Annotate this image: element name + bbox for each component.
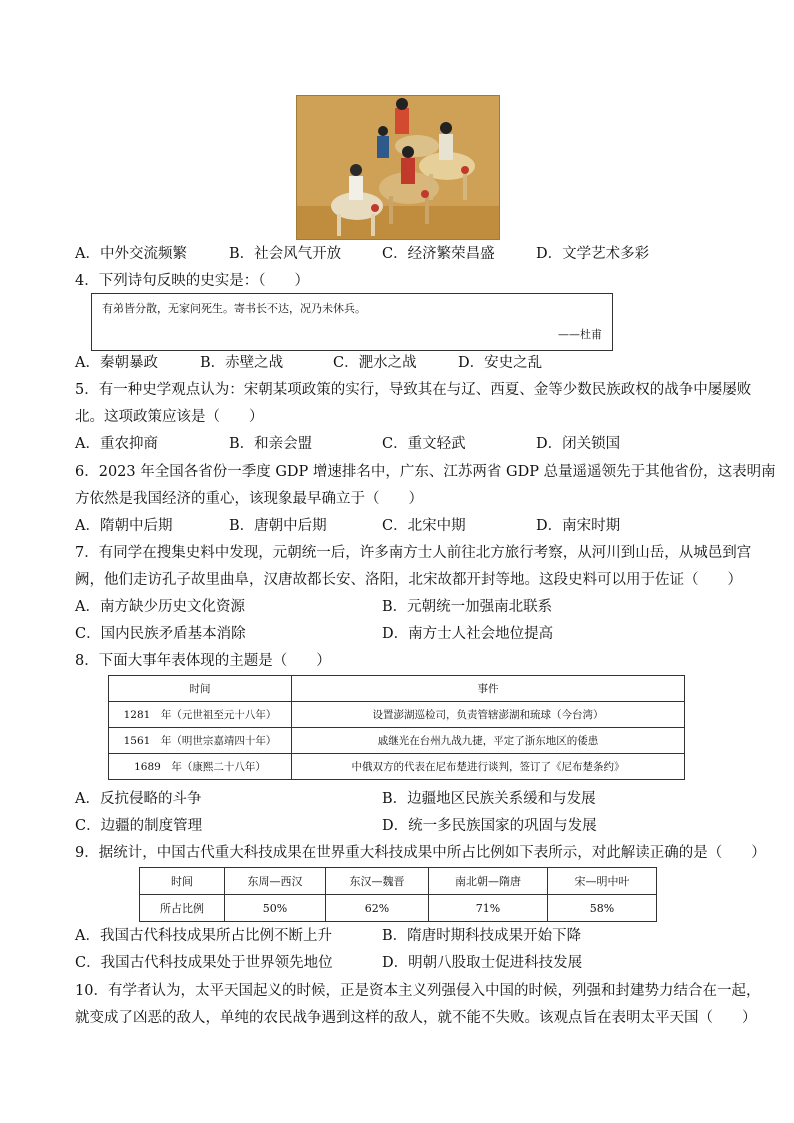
event-time: 1561 年（明世宗嘉靖四十年） bbox=[109, 728, 292, 754]
table-header-time: 时间 bbox=[109, 676, 292, 702]
table-header-time: 时间 bbox=[140, 868, 225, 895]
percentage-cell: 50% bbox=[225, 895, 326, 922]
table-row bbox=[140, 895, 657, 922]
q7-option-c[interactable]: C．国内民族矛盾基本消除 bbox=[75, 626, 246, 642]
q8-events-table bbox=[108, 675, 685, 780]
q6-option-c[interactable]: C．北宋中期 bbox=[382, 518, 466, 534]
poem-quote-box bbox=[91, 293, 613, 351]
q7-option-b[interactable]: B．元朝统一加强南北联系 bbox=[382, 599, 553, 615]
q7-option-d[interactable]: D．南方士人社会地位提高 bbox=[382, 626, 554, 642]
table-header-period: 东周—西汉 bbox=[225, 868, 326, 895]
q5-stem-line1: 5．有一种史学观点认为：宋朝某项政策的实行，导致其在与辽、西夏、金等少数民族政权的战争中屡屡败 bbox=[75, 382, 752, 398]
event-description: 戚继光在台州九战九捷，平定了浙东地区的倭患 bbox=[292, 728, 685, 754]
q3-option-d[interactable]: D．文学艺术多彩 bbox=[536, 246, 650, 262]
event-description: 设置澎湖巡检司，负责管辖澎湖和琉球（今台湾） bbox=[292, 702, 685, 728]
q7-option-a[interactable]: A．南方缺少历史文化资源 bbox=[75, 599, 245, 615]
table-header-period: 宋—明中叶 bbox=[548, 868, 657, 895]
q7-stem-line2: 阙，他们走访孔子故里曲阜，汉唐故都长安、洛阳，北宋故都开封等地。这段史料可以用于佐证（ ） bbox=[75, 572, 742, 588]
q4-option-b[interactable]: B．赤壁之战 bbox=[200, 355, 284, 371]
table-row bbox=[109, 702, 685, 728]
q8-option-d[interactable]: D．统一多民族国家的巩固与发展 bbox=[382, 818, 597, 834]
poem-author: ——杜甫 bbox=[558, 328, 602, 341]
q5-option-d[interactable]: D．闭关锁国 bbox=[536, 436, 621, 452]
q8-stem: 8．下面大事年表体现的主题是（ ） bbox=[75, 653, 331, 669]
q4-option-a[interactable]: A．秦朝暴政 bbox=[75, 355, 158, 371]
table-header-period: 东汉—魏晋 bbox=[326, 868, 429, 895]
q3-option-a[interactable]: A．中外交流频繁 bbox=[75, 246, 187, 262]
table-row bbox=[109, 728, 685, 754]
poem-text: 有弟皆分散，无家问死生。寄书长不达，况乃未休兵。 bbox=[102, 302, 366, 315]
q8-option-c[interactable]: C．边疆的制度管理 bbox=[75, 818, 203, 834]
q6-stem-line1: 6．2023 年全国各省份一季度 GDP 增速排名中，广东、江苏两省 GDP 总量遥遥领先于其他省份，这表明南 bbox=[75, 464, 776, 480]
q6-option-a[interactable]: A．隋朝中后期 bbox=[75, 518, 173, 534]
q4-stem: 4．下列诗句反映的史实是：（ ） bbox=[75, 273, 309, 289]
q6-option-b[interactable]: B．唐朝中后期 bbox=[229, 518, 327, 534]
q10-stem-line2: 就变成了凶恶的敌人，单纯的农民战争遇到这样的敌人，就不能不失败。该观点旨在表明太平天国（ ） bbox=[75, 1010, 757, 1026]
table-row bbox=[109, 754, 685, 780]
table-header-period: 南北朝—隋唐 bbox=[429, 868, 548, 895]
q5-option-b[interactable]: B．和亲会盟 bbox=[229, 436, 313, 452]
q7-stem-line1: 7．有同学在搜集史料中发现，元朝统一后，许多南方士人前往北方旅行考察，从河川到山岳，从城邑到宫 bbox=[75, 545, 752, 561]
q5-option-a[interactable]: A．重农抑商 bbox=[75, 436, 158, 452]
row-label: 所占比例 bbox=[140, 895, 225, 922]
q9-option-d[interactable]: D．明朝八股取士促进科技发展 bbox=[382, 955, 583, 971]
q4-option-d[interactable]: D．安史之乱 bbox=[458, 355, 543, 371]
q4-option-c[interactable]: C．淝水之战 bbox=[333, 355, 417, 371]
q8-option-b[interactable]: B．边疆地区民族关系缓和与发展 bbox=[382, 791, 596, 807]
q9-stem: 9．据统计，中国古代重大科技成果在世界重大科技成果中所占比例如下表所示，对此解读正确的是（ ） bbox=[75, 845, 766, 861]
horse-riders-illustration bbox=[297, 96, 499, 239]
q6-stem-line2: 方依然是我国经济的重心，该现象最早确立于（ ） bbox=[75, 491, 423, 507]
historical-painting-image bbox=[296, 95, 500, 240]
table-header-event: 事件 bbox=[292, 676, 685, 702]
q9-stats-table bbox=[139, 867, 657, 922]
percentage-cell: 71% bbox=[429, 895, 548, 922]
event-description: 中俄双方的代表在尼布楚进行谈判，签订了《尼布楚条约》 bbox=[292, 754, 685, 780]
q5-option-c[interactable]: C．重文轻武 bbox=[382, 436, 466, 452]
percentage-cell: 58% bbox=[548, 895, 657, 922]
event-time: 1281 年（元世祖至元十八年） bbox=[109, 702, 292, 728]
q3-option-c[interactable]: C．经济繁荣昌盛 bbox=[382, 246, 495, 262]
q3-option-b[interactable]: B．社会风气开放 bbox=[229, 246, 342, 262]
q9-option-a[interactable]: A．我国古代科技成果所占比例不断上升 bbox=[75, 928, 332, 944]
q10-stem-line1: 10．有学者认为，太平天国起义的时候，正是资本主义列强侵入中国的时候，列强和封建势力结合在一起， bbox=[75, 983, 761, 999]
q9-option-c[interactable]: C．我国古代科技成果处于世界领先地位 bbox=[75, 955, 333, 971]
q9-option-b[interactable]: B．隋唐时期科技成果开始下降 bbox=[382, 928, 582, 944]
q5-stem-line2: 北。这项政策应该是（ ） bbox=[75, 409, 264, 425]
percentage-cell: 62% bbox=[326, 895, 429, 922]
q6-option-d[interactable]: D．南宋时期 bbox=[536, 518, 621, 534]
event-time: 1689 年（康熙二十八年） bbox=[109, 754, 292, 780]
q8-option-a[interactable]: A．反抗侵略的斗争 bbox=[75, 791, 202, 807]
